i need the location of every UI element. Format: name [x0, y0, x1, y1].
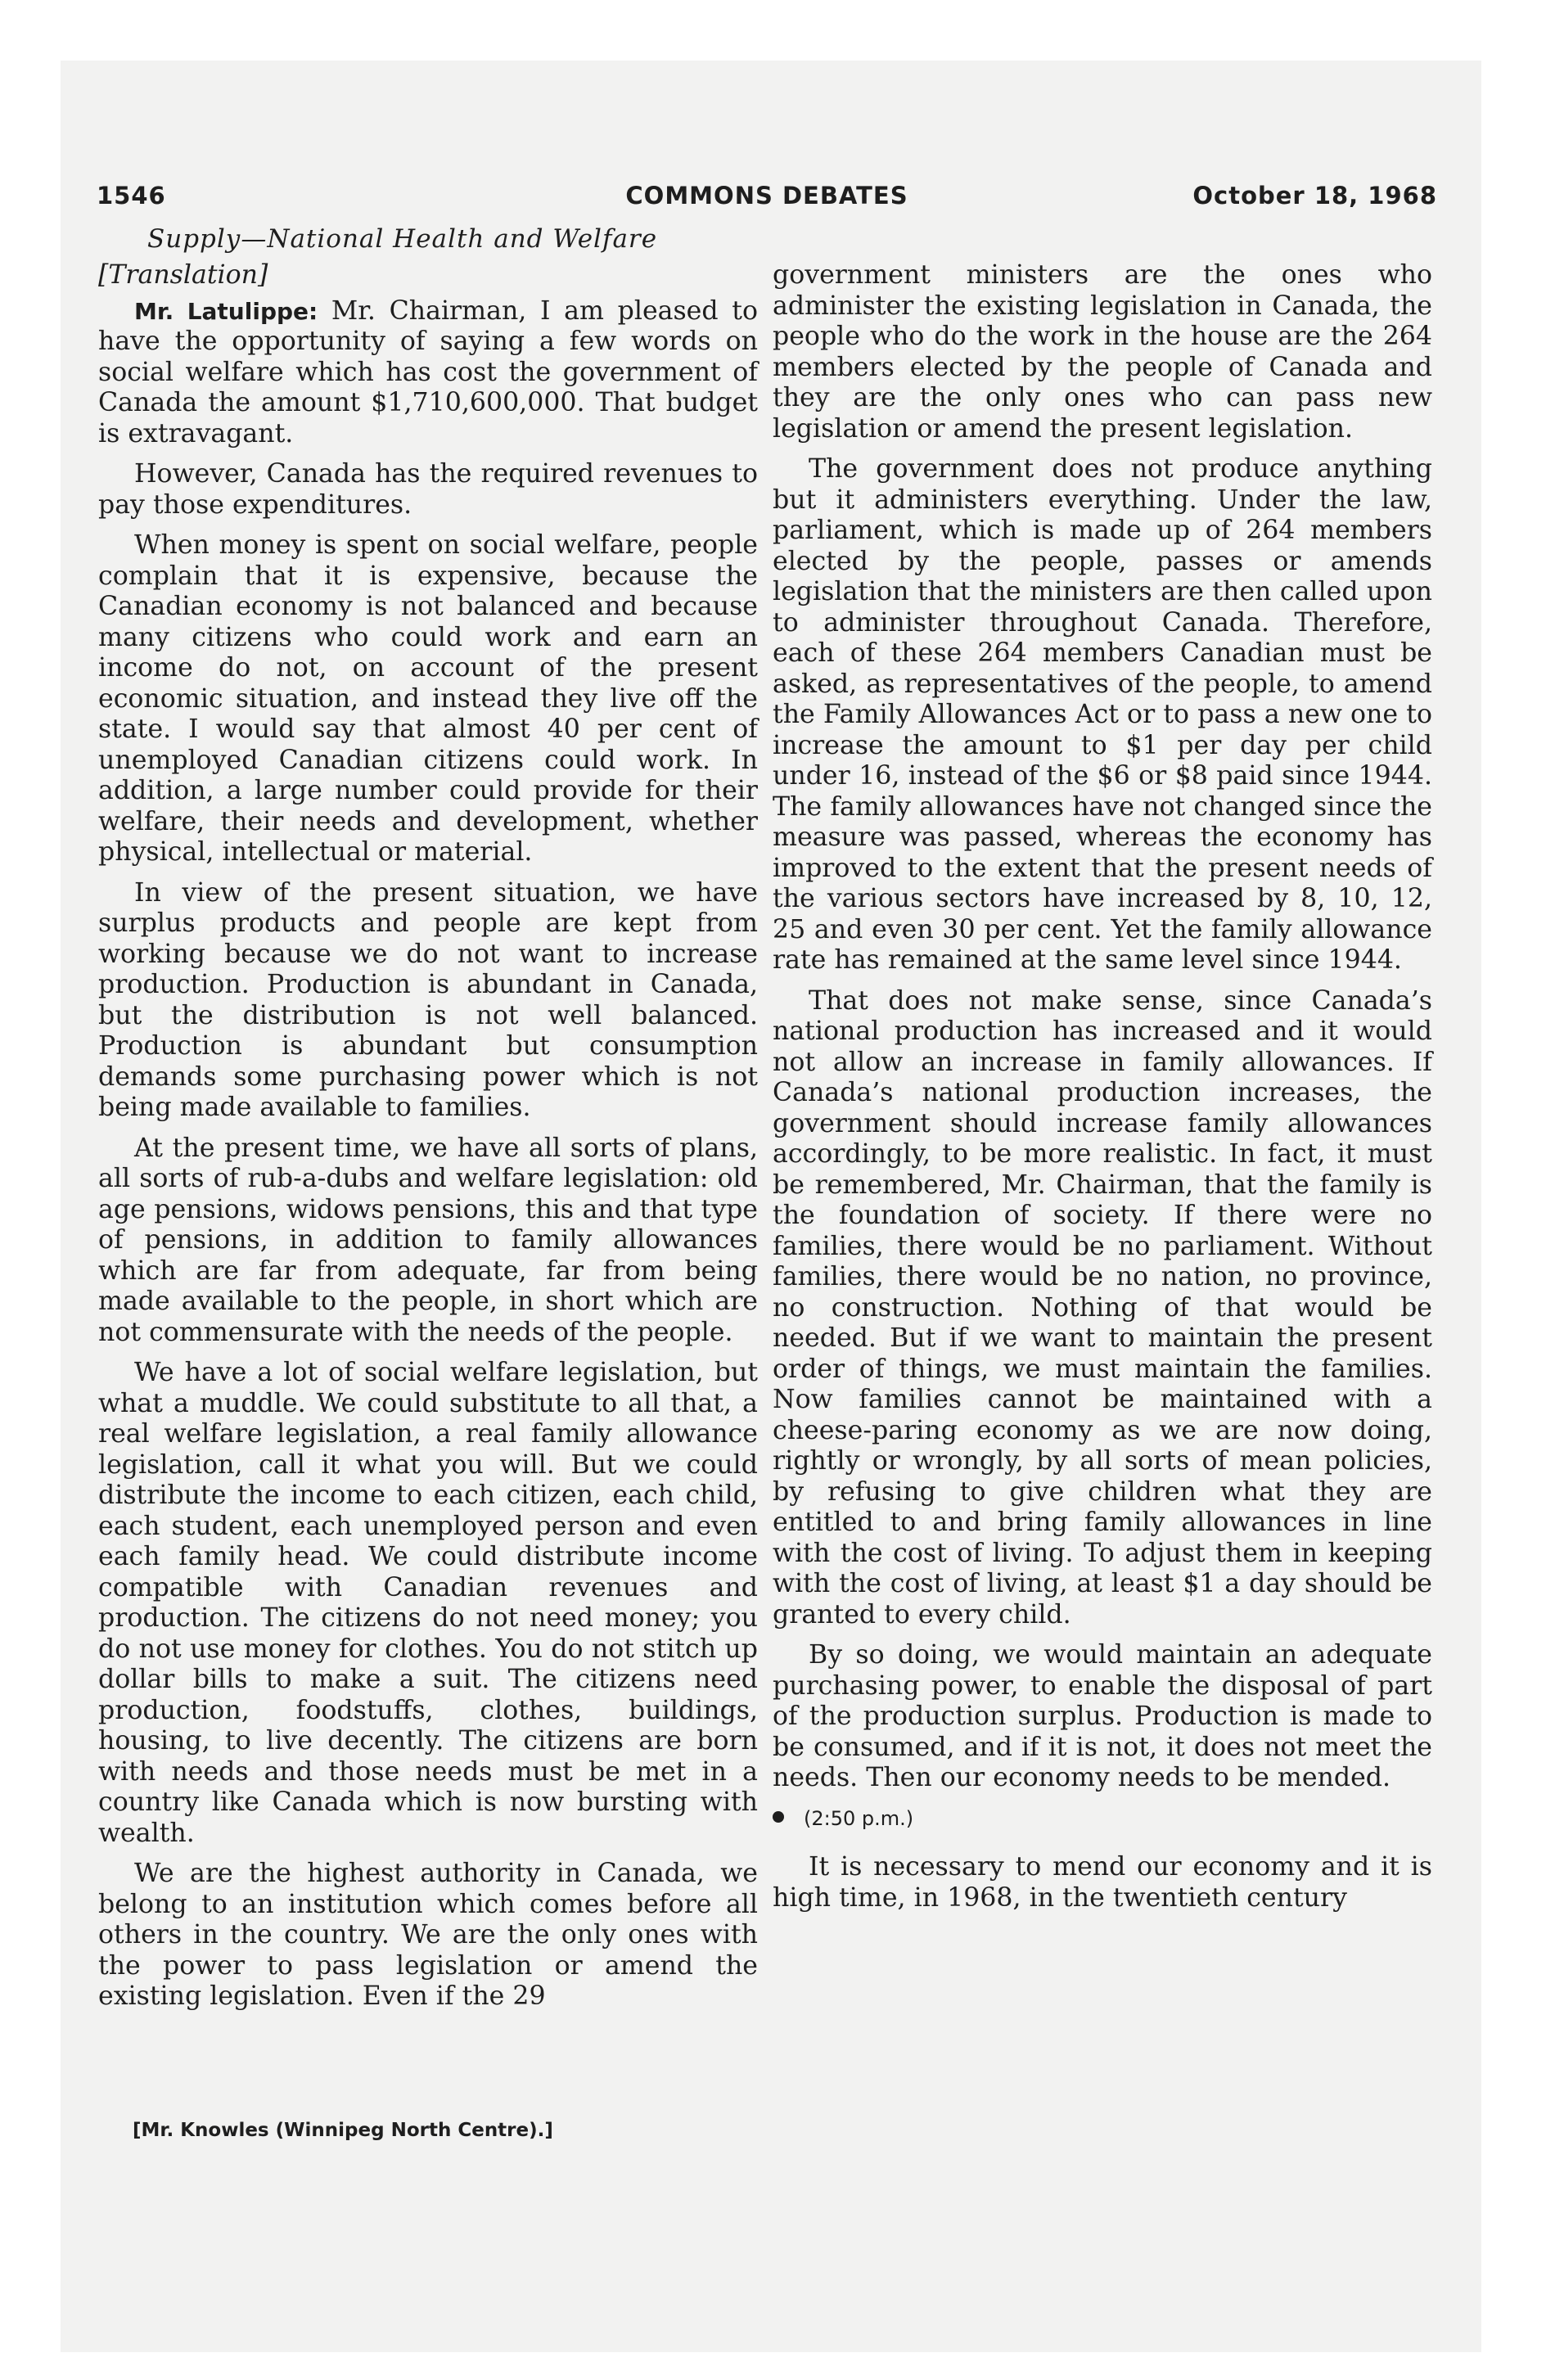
paragraph: At the present time, we have all sorts of plans, all sorts of rub-a-dubs and welfare legislation: old age pensions, widows pensions, this and that type of pensions, in addition to family allowances which are far from adequate, far from being made available to the people, in short which are not commensurate with the needs of the people.: [98, 1133, 758, 1347]
paragraph: However, Canada has the required revenues to pay those expenditures.: [98, 459, 758, 520]
translation-tag: [Translation]: [98, 260, 268, 290]
section-subheading: Supply—National Health and Welfare: [147, 224, 658, 254]
page-number: 1546: [97, 182, 166, 210]
paragraph: By so doing, we would maintain an adequate purchasing power, to enable the disposal of part of the production surplus. Production is made to be consumed, and if it is not, it does not meet the needs. Then our economy needs to be mended.: [773, 1640, 1432, 1792]
paragraph: That does not make sense, since Canada’s national production has increased and it would not allow an increase in family allowances. If Canada’s national production increases, the government should increase family allowances accordingly, to be more realistic. In fact, it must be remembered, Mr. Chairman, that the family is the foundation of society. If there were no families, there would be no parliament. Without families, there would be no nation, no province, no construction. Nothing of that would be needed. But if we want to maintain the present order of things, we must maintain the families. Now families cannot be maintained with a cheese-paring economy as we are now doing, rightly or wrongly, by all sorts of mean policies, by refusing to give children what they are entitled to and bring family allowances in line with the cost of living. To adjust them in keeping with the cost of living, at least $1 a day should be granted to every child.: [773, 985, 1432, 1629]
paragraph: We have a lot of social welfare legislation, but what a muddle. We could substitute to all that, a real welfare legislation, a real family allowance legislation, call it what you will. But we could distribute the income to each citizen, each child, each student, each unemployed person and even each family head. We could distribute income compatible with Canadian revenues and production. The citizens do not need money; you do not use money for clothes. You do not stitch up dollar bills to make a suit. The citizens need production, foodstuffs, clothes, buildings, housing, to live decently. The citizens are born with needs and those needs must be met in a country like Canada which is now bursting with wealth.: [98, 1358, 758, 1848]
paragraph: [98, 296, 758, 450]
paragraph: We are the highest authority in Canada, we belong to an institution which comes before all others in the country. We are the only ones with the power to pass legislation or amend the existing legislation. Even if the 29: [98, 1859, 758, 2011]
paragraph: It is necessary to mend our economy and it is high time, in 1968, in the twentieth century: [773, 1852, 1432, 1913]
paragraph: In view of the present situation, we have surplus products and people are kept from working because we do not want to increase production. Production is abundant in Canada, but the distribution is not well balanced. Production is abundant but consumption demands some purchasing power which is not being made available to families.: [98, 877, 758, 1122]
publication-title: COMMONS DEBATES: [625, 182, 908, 210]
paragraph: The government does not produce anything but it administers everything. Under the law, parliament, which is made up of 264 members elected by the people, passes or amends legislation that the ministers are then called upon to administer throughout Canada. Therefore, each of these 264 members Canadian must be asked, as representatives of the people, to amend the Family Allowances Act or to pass a new one to increase the amount to $1 per day per child under 16, instead of the $6 or $8 paid since 1944. The family allowances have not changed since the measure was passed, whereas the economy has improved to the extent that the present needs of the various sectors have increased by 8, 10, 12, 25 and even 30 per cent. Yet the family allowance rate has remained at the same level since 1944.: [773, 454, 1432, 975]
page-date: October 18, 1968: [1192, 182, 1437, 210]
bullet-icon: [773, 1811, 784, 1823]
paragraph-continued: government ministers are the ones who administer the existing legislation in Canada, the people who do the work in the house are the 264 members elected by the people of Canada and they are the only ones who can pass new legislation or amend the present legislation.: [773, 260, 1432, 444]
left-column: [98, 260, 758, 2022]
paragraph: When money is spent on social welfare, people complain that it is expensive, because the Canadian economy is not balanced and because many citizens who could work and earn an income do not, on account of the present economic situation, and instead they live off the state. I would say that almost 40 per cent of unemployed Canadian citizens could work. In addition, a large number could provide for their welfare, their needs and development, whether physical, intellectual or material.: [98, 530, 758, 867]
time-marker: [773, 1804, 1432, 1835]
page-footer: [Mr. Knowles (Winnipeg North Centre).]: [133, 2120, 553, 2141]
time-marker-text: (2:50 p.m.): [804, 1806, 914, 1830]
speaker-name: Mr. Latulippe:: [134, 297, 318, 325]
right-column: [773, 260, 1432, 1923]
paragraph-text: Mr. Chairman, I am pleased to have the opportunity of saying a few words on social welfare which has cost the government of Canada the amount $1,710,600,000. That budget is extravagant.: [98, 295, 758, 449]
page-header: [97, 182, 1437, 218]
